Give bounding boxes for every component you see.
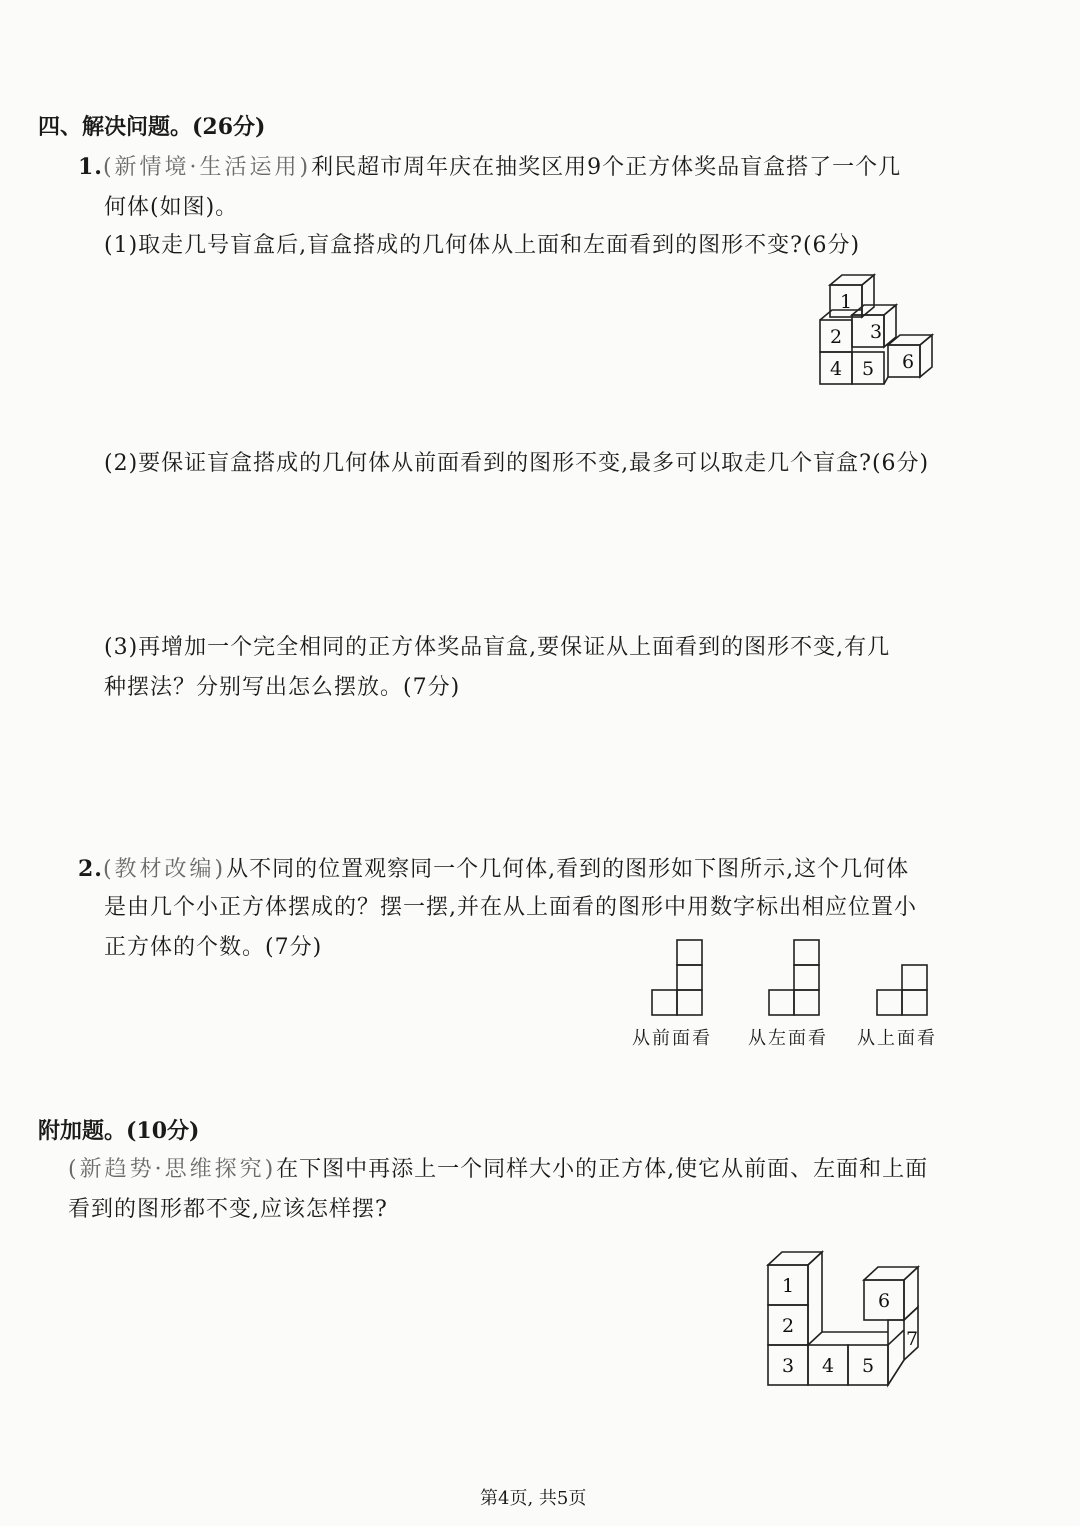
question-1-line2: 何体(如图)。 <box>104 195 239 220</box>
cube-label: 1 <box>782 1275 795 1297</box>
bonus-title: 附加题。(10分) <box>38 1118 200 1144</box>
bonus-line2: 看到的图形都不变,应该怎样摆? <box>68 1197 388 1222</box>
question-2-line1 <box>78 852 909 883</box>
front-view-figure <box>650 940 705 1020</box>
question-1-sub1: (1)取走几号盲盒后,盲盒搭成的几何体从上面和左面看到的图形不变?(6分) <box>104 233 861 258</box>
section-title: 四、解决问题。(26分) <box>38 114 266 140</box>
cube-label: 6 <box>902 351 915 373</box>
cube-label: 6 <box>878 1290 891 1312</box>
view-caption-left: 从左面看 <box>748 1028 828 1049</box>
page-footer: 第4页, 共5页 <box>480 1488 587 1509</box>
bonus-tag: (新趋势·思维探究) <box>68 1157 277 1182</box>
cube-label: 5 <box>862 358 875 380</box>
cube-label: 7 <box>906 1328 919 1350</box>
question-text: 利民超市周年庆在抽奖区用9个正方体奖品盲盒搭了一个几 <box>311 155 902 180</box>
question-number: 2. <box>78 856 103 882</box>
cube-label: 5 <box>862 1355 875 1377</box>
cube-label: 3 <box>782 1355 795 1377</box>
top-view-figure <box>875 965 930 1020</box>
view-caption-front: 从前面看 <box>632 1028 712 1049</box>
question-2-line3: 正方体的个数。(7分) <box>104 935 323 960</box>
question-2-line2: 是由几个小正方体摆成的？摆一摆,并在从上面看的图形中用数字标出相应位置小 <box>104 895 917 920</box>
cube-stack-figure <box>810 270 950 395</box>
cube-label: 4 <box>830 358 843 380</box>
left-view-figure <box>767 940 822 1020</box>
cube-label: 1 <box>840 291 853 313</box>
question-1-sub3-line2: 种摆法？分别写出怎么摆放。(7分) <box>104 675 461 700</box>
cube-label: 3 <box>870 321 883 343</box>
cube-label: 2 <box>782 1315 795 1337</box>
bonus-cube-figure <box>760 1240 935 1395</box>
question-text: 从不同的位置观察同一个几何体,看到的图形如下图所示,这个几何体 <box>226 857 910 882</box>
cube-label: 2 <box>830 326 843 348</box>
question-1-line1 <box>78 150 901 181</box>
question-tag: (教材改编) <box>102 857 227 882</box>
view-caption-top: 从上面看 <box>857 1028 937 1049</box>
question-number: 1. <box>78 154 103 180</box>
bonus-text: 在下图中再添上一个同样大小的正方体,使它从前面、左面和上面 <box>276 1157 929 1182</box>
question-1-sub2: (2)要保证盲盒搭成的几何体从前面看到的图形不变,最多可以取走几个盲盒?(6分) <box>104 451 930 476</box>
question-1-sub3-line1: (3)再增加一个完全相同的正方体奖品盲盒,要保证从上面看到的图形不变,有几 <box>104 635 891 660</box>
question-tag: (新情境·生活运用) <box>102 155 312 180</box>
bonus-line1 <box>68 1152 928 1183</box>
cube-label: 4 <box>822 1355 835 1377</box>
